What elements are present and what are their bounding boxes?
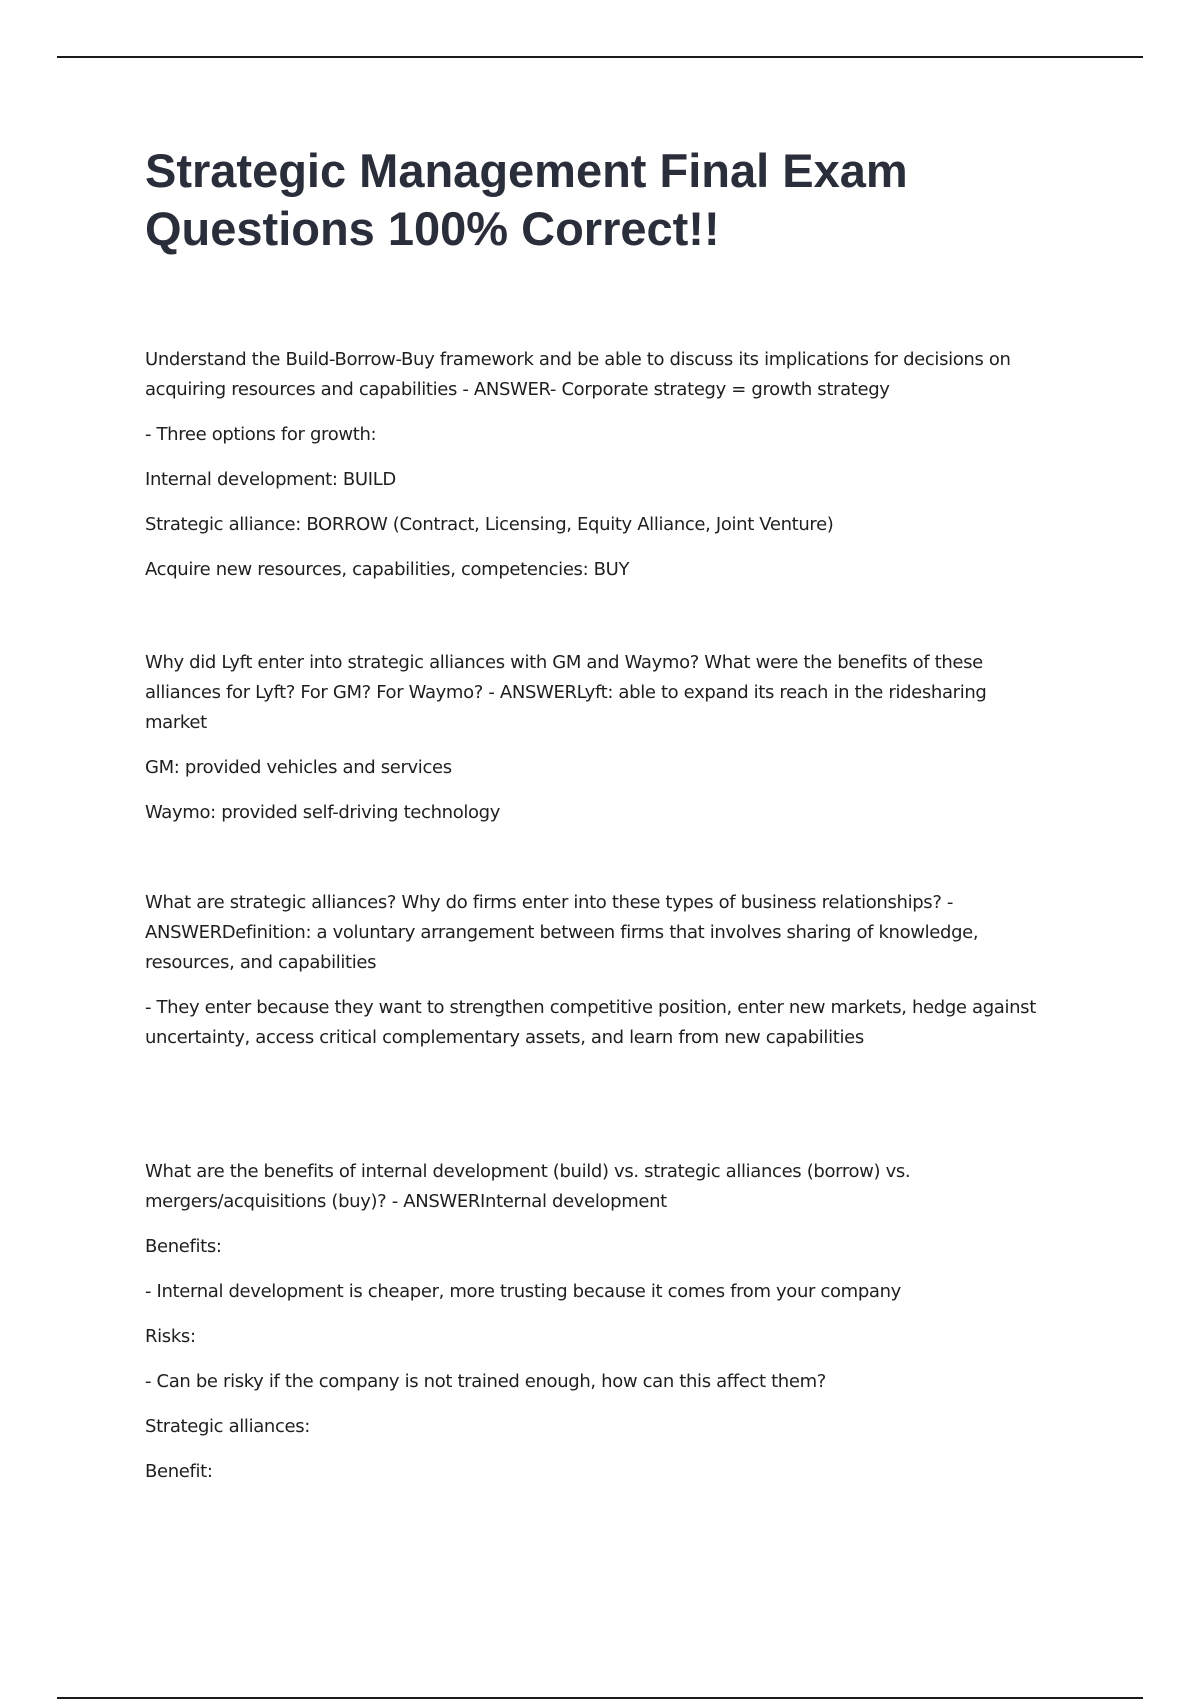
answer-line: Benefit: xyxy=(145,1461,213,1482)
answer-line: Risks: xyxy=(145,1326,196,1347)
answer-line: Waymo: provided self-driving technology xyxy=(145,802,501,823)
answer-line: Internal development: BUILD xyxy=(145,469,396,490)
answer-line: Acquire new resources, capabilities, competencies: BUY xyxy=(145,559,630,580)
qa-build-borrow-buy xyxy=(145,345,1050,585)
question-answer-text: What are the benefits of internal development (build) vs. strategic alliances (borrow) vs. mergers/acquisitions (buy)? - ANSWERInternal development xyxy=(145,1161,911,1212)
answer-line: GM: provided vehicles and services xyxy=(145,757,452,778)
title-line-1: Strategic Management Final Exam xyxy=(145,144,908,197)
answer-line: - Internal development is cheaper, more trusting because it comes from your company xyxy=(145,1281,901,1302)
qa-build-vs-borrow-vs-buy xyxy=(145,1157,1050,1487)
title-line-2: Questions 100% Correct!! xyxy=(145,202,720,255)
footer-rule xyxy=(57,1697,1143,1699)
header-rule xyxy=(57,56,1143,58)
qa-lyft-alliances xyxy=(145,648,1050,828)
answer-line: - They enter because they want to strengthen competitive position, enter new markets, hedge against uncertainty, access critical complementary assets, and learn from new capabilities xyxy=(145,997,1036,1048)
answer-line: Strategic alliances: xyxy=(145,1416,310,1437)
question-answer-text: Understand the Build-Borrow-Buy framework and be able to discuss its implications for decisions on acquiring resources and capabilities - ANSWER- Corporate strategy = growth strategy xyxy=(145,349,1011,400)
question-answer-text: What are strategic alliances? Why do firms enter into these types of business relationships? - ANSWERDefinition: a voluntary arrangement between firms that involves sharing of knowledge, resources, and capabilities xyxy=(145,892,979,973)
document-title xyxy=(145,142,1050,258)
answer-line: Benefits: xyxy=(145,1236,222,1257)
qa-strategic-alliances-definition xyxy=(145,888,1050,1053)
question-answer-text: Why did Lyft enter into strategic alliances with GM and Waymo? What were the benefits of these alliances for Lyft? For GM? For Waymo? - ANSWERLyft: able to expand its reach in the ridesharing market xyxy=(145,652,987,733)
answer-line: - Three options for growth: xyxy=(145,424,377,445)
answer-line: Strategic alliance: BORROW (Contract, Licensing, Equity Alliance, Joint Venture) xyxy=(145,514,834,535)
answer-line: - Can be risky if the company is not trained enough, how can this affect them? xyxy=(145,1371,826,1392)
